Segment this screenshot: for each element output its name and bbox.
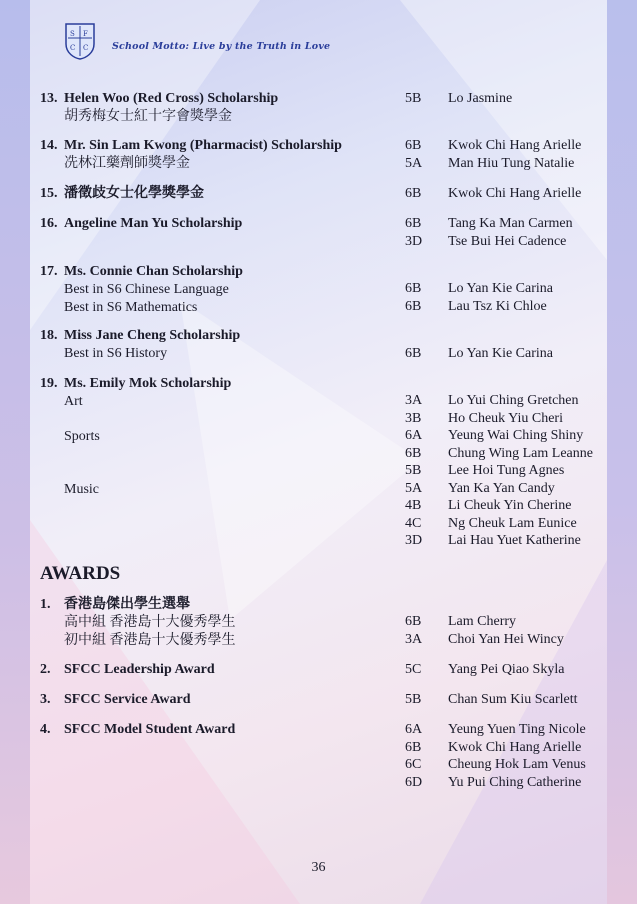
recipient-name: Yeung Yuen Ting Nicole (448, 722, 586, 737)
recipient-name: Kwok Chi Hang Arielle (448, 186, 582, 201)
recipient-class: 6B (405, 739, 422, 755)
recipient-class: 3A (405, 393, 423, 408)
scholarship-sub-label: 冼林江藥劑師獎學金 (64, 156, 190, 171)
recipient-name: Lee Hoi Tung Agnes (448, 463, 565, 478)
recipient-name: Chung Wing Lam Leanne (448, 445, 593, 461)
recipient-name: Ng Cheuk Lam Eunice (448, 515, 577, 531)
award-title: 香港島傑出學生選舉 (64, 597, 190, 612)
recipient-name: Lo Yui Ching Gretchen (448, 393, 579, 408)
recipient-name: Yeung Wai Ching Shiny (448, 428, 584, 443)
page-number: 36 (311, 860, 326, 875)
recipient-class: 6B (405, 281, 422, 296)
recipient-class: 6B (405, 346, 422, 361)
award-title: SFCC Model Student Award (64, 722, 236, 737)
recipient-class: 3B (405, 410, 422, 426)
scholarship-title: Ms. Connie Chan Scholarship (64, 264, 243, 279)
scholarship-sub-label: Best in S6 History (64, 346, 168, 361)
svg-text:S: S (70, 30, 75, 38)
recipient-class: 6D (405, 774, 423, 790)
scholarship-title: Helen Woo (Red Cross) Scholarship (64, 91, 279, 106)
scholarship-title: Ms. Emily Mok Scholarship (64, 376, 232, 391)
award-number: 2. (40, 662, 51, 677)
recipient-class: 5B (405, 91, 422, 106)
scholarship-sub-label: Best in S6 Chinese Language (64, 282, 229, 297)
recipient-name: Kwok Chi Hang Arielle (448, 739, 582, 755)
scholarship-sub-label: 胡秀梅女士紅十字會獎學金 (64, 109, 232, 124)
recipient-class: 6B (405, 138, 422, 153)
scholarship-number: 16. (40, 216, 58, 231)
recipient-class: 6B (405, 216, 422, 231)
recipient-class: 3D (405, 533, 423, 548)
recipient-name: Cheung Hok Lam Venus (448, 757, 586, 772)
scholarship-title: Mr. Sin Lam Kwong (Pharmacist) Scholarship (64, 138, 342, 153)
page-header (64, 22, 330, 60)
recipient-name: Ho Cheuk Yiu Cheri (448, 410, 563, 426)
recipient-name: Lo Yan Kie Carina (448, 281, 553, 296)
scholarship-number: 17. (40, 264, 58, 279)
recipient-name: Lai Hau Yuet Katherine (448, 533, 581, 548)
award-title: SFCC Service Award (64, 692, 191, 707)
svg-text:C: C (83, 44, 89, 52)
school-crest-logo (64, 22, 96, 60)
recipient-name: Yu Pui Ching Catherine (448, 774, 582, 790)
recipient-name: Yang Pei Qiao Skyla (448, 662, 565, 677)
recipient-class: 3D (405, 233, 423, 249)
scholarship-sub-label: Best in S6 Mathematics (64, 299, 198, 315)
scholarship-number: 13. (40, 91, 58, 106)
recipient-class: 6B (405, 614, 422, 629)
scholarship-sub-label: Music (64, 481, 99, 497)
awards-heading: AWARDS (40, 563, 121, 584)
award-number: 3. (40, 692, 51, 707)
award-sub-label: 初中組 香港島十大優秀學生 (64, 632, 236, 648)
recipient-name: Tang Ka Man Carmen (448, 216, 573, 231)
recipient-class: 6B (405, 445, 422, 461)
recipient-class: 5B (405, 692, 422, 707)
recipient-class: 6B (405, 186, 422, 201)
svg-text:C: C (70, 44, 76, 52)
recipient-name: Lau Tsz Ki Chloe (448, 298, 547, 314)
recipient-class: 6A (405, 722, 423, 737)
scholarship-number: 15. (40, 186, 58, 201)
scholarship-title: Miss Jane Cheng Scholarship (64, 328, 241, 343)
recipient-name: Li Cheuk Yin Cherine (448, 498, 572, 513)
recipient-name: Lo Jasmine (448, 91, 513, 106)
recipient-name: Choi Yan Hei Wincy (448, 631, 564, 647)
recipient-class: 5C (405, 662, 422, 677)
scholarship-title: Angeline Man Yu Scholarship (64, 216, 243, 231)
recipient-name: Tse Bui Hei Cadence (448, 233, 567, 249)
scholarship-number: 19. (40, 376, 58, 391)
recipient-class: 5B (405, 463, 422, 478)
award-title: SFCC Leadership Award (64, 662, 215, 677)
recipient-class: 4B (405, 498, 422, 513)
recipient-class: 6B (405, 298, 422, 314)
scholarship-number: 14. (40, 138, 58, 153)
recipient-class: 6C (405, 757, 422, 772)
svg-text:F: F (83, 30, 88, 38)
award-sub-label: 高中組 香港島十大優秀學生 (64, 615, 236, 630)
recipient-name: Yan Ka Yan Candy (448, 480, 555, 496)
recipient-name: Lo Yan Kie Carina (448, 346, 553, 361)
recipient-class: 3A (405, 631, 423, 647)
scholarship-number: 18. (40, 328, 58, 343)
recipient-class: 5A (405, 155, 423, 171)
recipient-name: Man Hiu Tung Natalie (448, 155, 575, 171)
recipient-class: 5A (405, 480, 423, 496)
recipient-class: 6A (405, 428, 423, 443)
scholarship-sub-label: Sports (64, 429, 100, 444)
recipient-name: Kwok Chi Hang Arielle (448, 138, 582, 153)
school-motto: School Motto: Live by the Truth in Love (112, 40, 331, 52)
award-number: 1. (40, 597, 51, 612)
recipient-class: 4C (405, 515, 422, 531)
scholarship-title: 潘徵歧女士化學獎學金 (64, 186, 204, 201)
recipient-name: Chan Sum Kiu Scarlett (448, 692, 578, 707)
recipient-name: Lam Cherry (448, 614, 517, 629)
scholarship-sub-label: Art (64, 394, 83, 409)
award-number: 4. (40, 722, 51, 737)
